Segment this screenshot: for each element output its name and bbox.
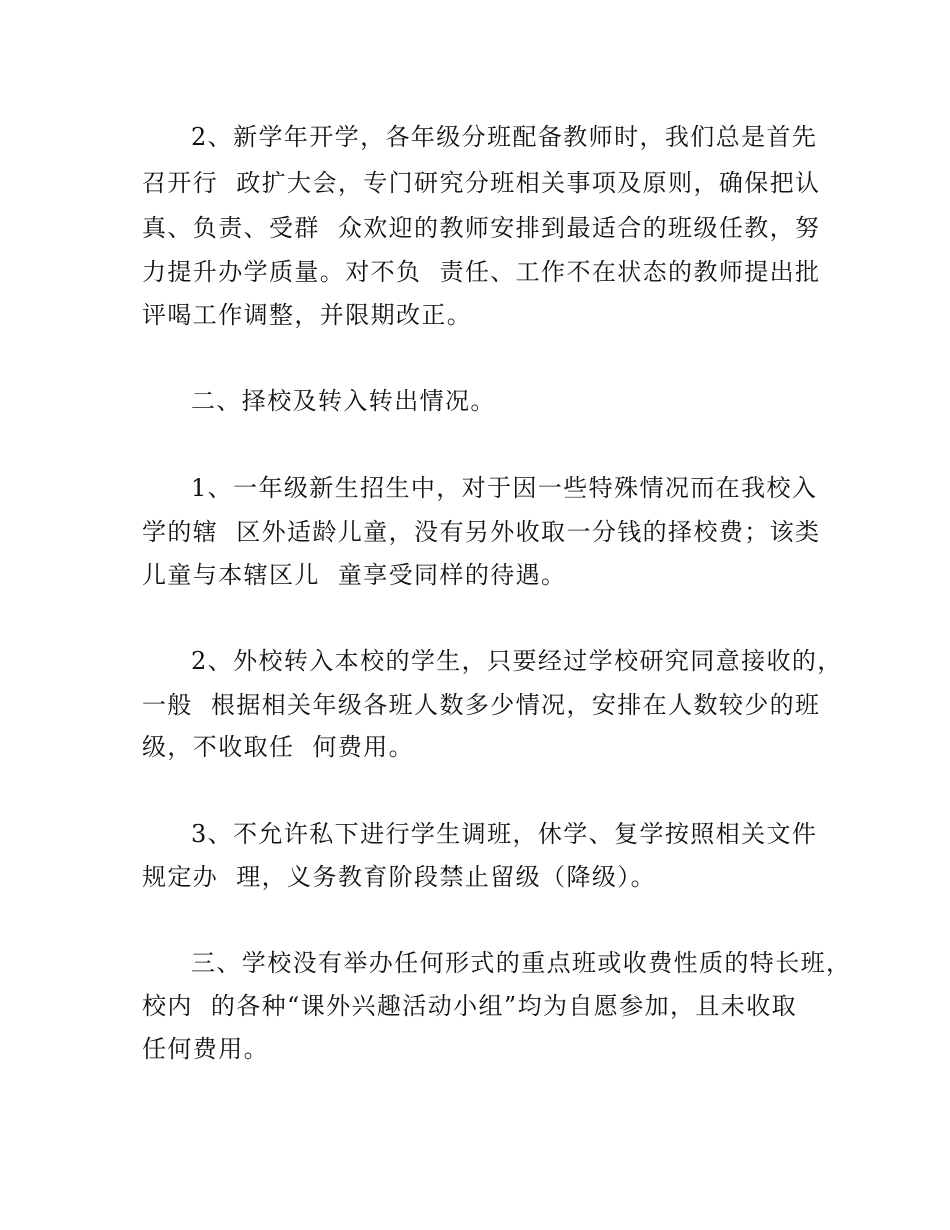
heading-line: 二、择校及转入转出情况。 — [191, 387, 496, 415]
text-line: 一般 根据相关年级各班人数多少情况，安排在人数较少的班 — [142, 691, 821, 719]
text-line: 力提升办学质量。对不负 责任、工作不在状态的教师提出批 — [142, 258, 821, 286]
text-line: 级，不收取任 何费用。 — [142, 733, 415, 761]
text-line: 2、新学年开学，各年级分班配备教师时，我们总是首先 — [191, 123, 818, 151]
text-line: 3、不允许私下进行学生调班，休学、复学按照相关文件 — [191, 820, 818, 848]
text-line: 任何费用。 — [142, 1035, 269, 1063]
text-line: 召开行 政扩大会，专门研究分班相关事项及原则，确保把认 — [142, 169, 821, 197]
text-line: 三、学校没有举办任何形式的重点班或收费性质的特长班， — [191, 949, 852, 977]
text-line: 真、负责、受群 众欢迎的教师安排到最适合的班级任教，努 — [142, 214, 821, 242]
text-line: 规定办 理，义务教育阶段禁止留级（降级）。 — [142, 863, 657, 891]
text-line: 儿童与本辖区儿 童享受同样的待遇。 — [142, 561, 567, 589]
text-line: 学的辖 区外适龄儿童，没有另外收取一分钱的择校费；该类 — [142, 518, 821, 546]
text-line: 2、外校转入本校的学生，只要经过学校研究同意接收的， — [191, 647, 843, 675]
text-line: 1、一年级新生招生中，对于因一些特殊情况而在我校入 — [191, 474, 818, 502]
text-line: 评喝工作调整，并限期改正。 — [142, 301, 473, 329]
text-line: 校内 的各种“课外兴趣活动小组”均为自愿参加，且未收取 — [142, 992, 797, 1020]
